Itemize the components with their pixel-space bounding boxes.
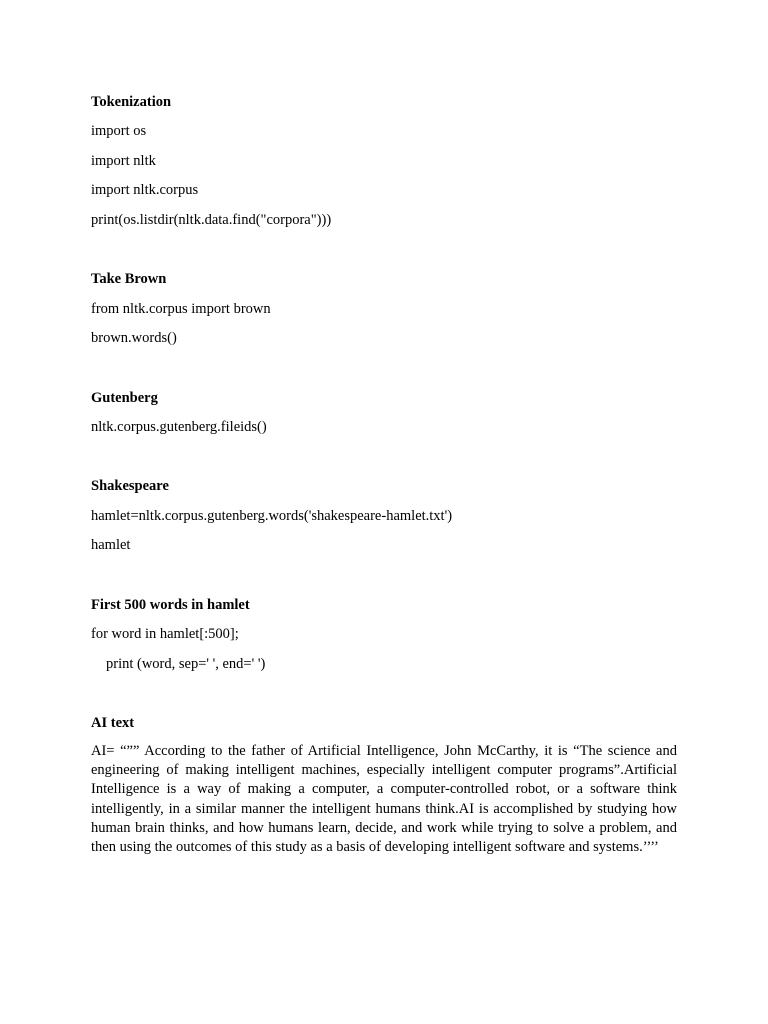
code-line: nltk.corpus.gutenberg.fileids() <box>91 419 267 435</box>
code-line: for word in hamlet[:500]; <box>91 626 239 642</box>
section-heading-tokenization: Tokenization <box>91 94 172 110</box>
code-line: from nltk.corpus import brown <box>91 301 271 317</box>
code-line: import nltk.corpus <box>91 182 199 198</box>
code-line: hamlet <box>91 537 131 553</box>
code-line: brown.words() <box>91 330 177 346</box>
code-line: hamlet=nltk.corpus.gutenberg.words('shakespeare-hamlet.txt') <box>91 508 453 524</box>
section-heading-first-500-words: First 500 words in hamlet <box>91 597 250 613</box>
section-heading-shakespeare: Shakespeare <box>91 478 169 494</box>
code-line: print(os.listdir(nltk.data.find("corpora"))) <box>91 212 332 228</box>
section-heading-gutenberg: Gutenberg <box>91 390 158 406</box>
section-heading-ai-text: AI text <box>91 715 135 731</box>
section-heading-take-brown: Take Brown <box>91 271 167 287</box>
code-line: import os <box>91 123 147 139</box>
code-line-indented: print (word, sep=' ', end=' ') <box>106 656 266 672</box>
code-line: import nltk <box>91 153 156 169</box>
ai-text-paragraph: AI= “”” According to the father of Artificial Intelligence, John McCarthy, it is “The science and engineering of making intelligent machines, especially intelligent computer programs”.Artificial Intelligence is a way of making a computer, a computer-controlled robot, or a software think intelligently, in a similar manner the intelligent humans think.AI is accomplished by studying how human brain thinks, and how humans learn, decide, and work while trying to solve a problem, and then using the outcomes of this study as a basis of developing intelligent software and systems.’’’’ <box>91 743 677 856</box>
